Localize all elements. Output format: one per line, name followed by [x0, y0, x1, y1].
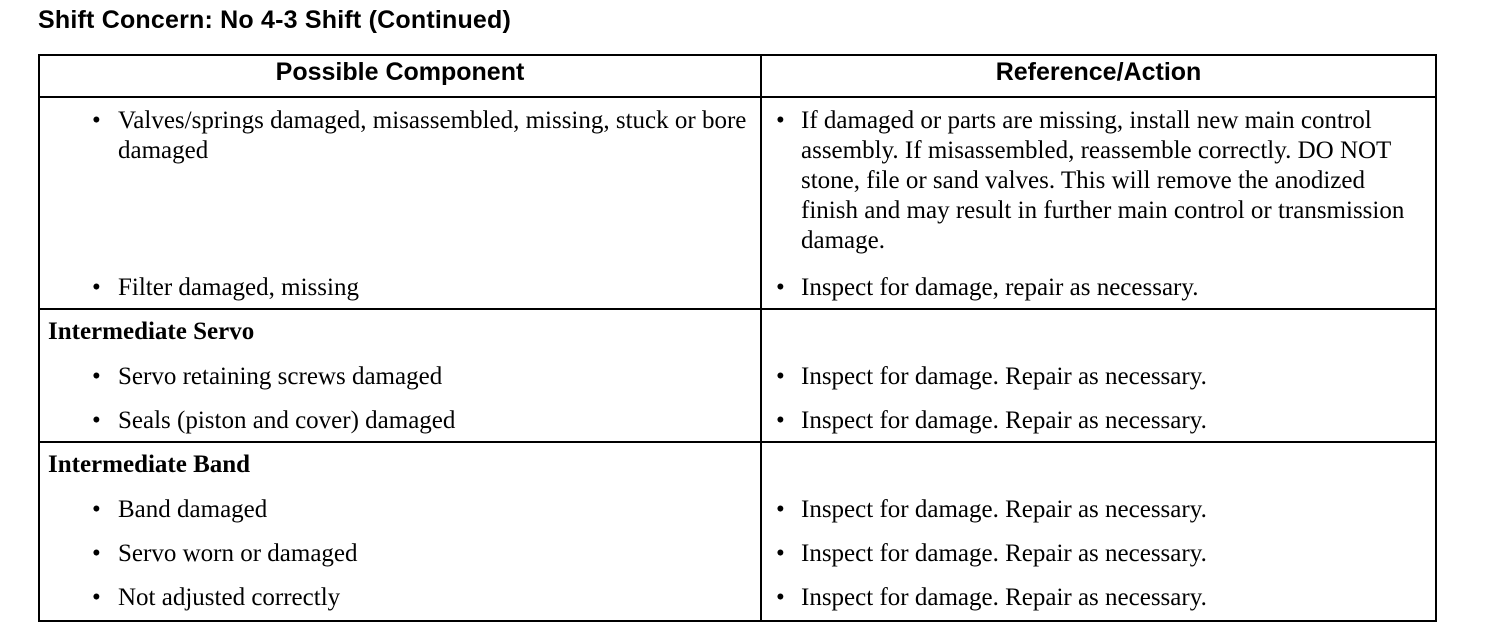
section-divider [38, 308, 1437, 310]
component-cell: Band damaged [118, 496, 268, 523]
column-header-component: Possible Component [275, 58, 525, 86]
action-cell: Inspect for damage. Repair as necessary. [801, 584, 1207, 611]
bullet-icon: • [92, 540, 101, 567]
bullet-icon: • [92, 107, 101, 134]
page-title: Shift Concern: No 4-3 Shift (Continued) [38, 6, 512, 34]
column-header-action: Reference/Action [995, 58, 1202, 86]
bullet-icon: • [92, 407, 101, 434]
component-cell: Not adjusted correctly [118, 584, 341, 611]
bullet-icon: • [776, 407, 785, 434]
group-heading: Intermediate Servo [48, 318, 255, 345]
bullet-icon: • [92, 274, 101, 301]
header-divider [38, 96, 1437, 98]
column-divider [760, 54, 762, 622]
action-cell: Inspect for damage. Repair as necessary. [801, 496, 1207, 523]
bullet-icon: • [92, 584, 101, 611]
action-cell: Inspect for damage. Repair as necessary. [801, 407, 1207, 434]
action-cell: Inspect for damage. Repair as necessary. [801, 540, 1207, 567]
bullet-icon: • [92, 496, 101, 523]
bullet-icon: • [776, 107, 785, 134]
action-cell: If damaged or parts are missing, install new main control assembly. If misassembled, reassemble correctly. DO NOT stone, file or sand valves. This will remove the anodized finish and may result in further main control or transmission damage. [801, 107, 1405, 254]
action-cell: Inspect for damage. Repair as necessary. [801, 363, 1207, 390]
bullet-icon: • [776, 274, 785, 301]
bullet-icon: • [776, 363, 785, 390]
component-cell: Seals (piston and cover) damaged [118, 407, 456, 434]
component-cell: Servo retaining screws damaged [118, 363, 443, 390]
bullet-icon: • [776, 540, 785, 567]
bullet-icon: • [92, 363, 101, 390]
component-cell: Valves/springs damaged, misassembled, missing, stuck or bore damaged [118, 107, 747, 164]
action-cell: Inspect for damage, repair as necessary. [801, 274, 1199, 301]
component-cell: Servo worn or damaged [118, 540, 358, 567]
component-cell: Filter damaged, missing [118, 274, 359, 301]
section-divider [38, 441, 1437, 443]
bullet-icon: • [776, 584, 785, 611]
group-heading: Intermediate Band [48, 451, 251, 478]
bullet-icon: • [776, 496, 785, 523]
